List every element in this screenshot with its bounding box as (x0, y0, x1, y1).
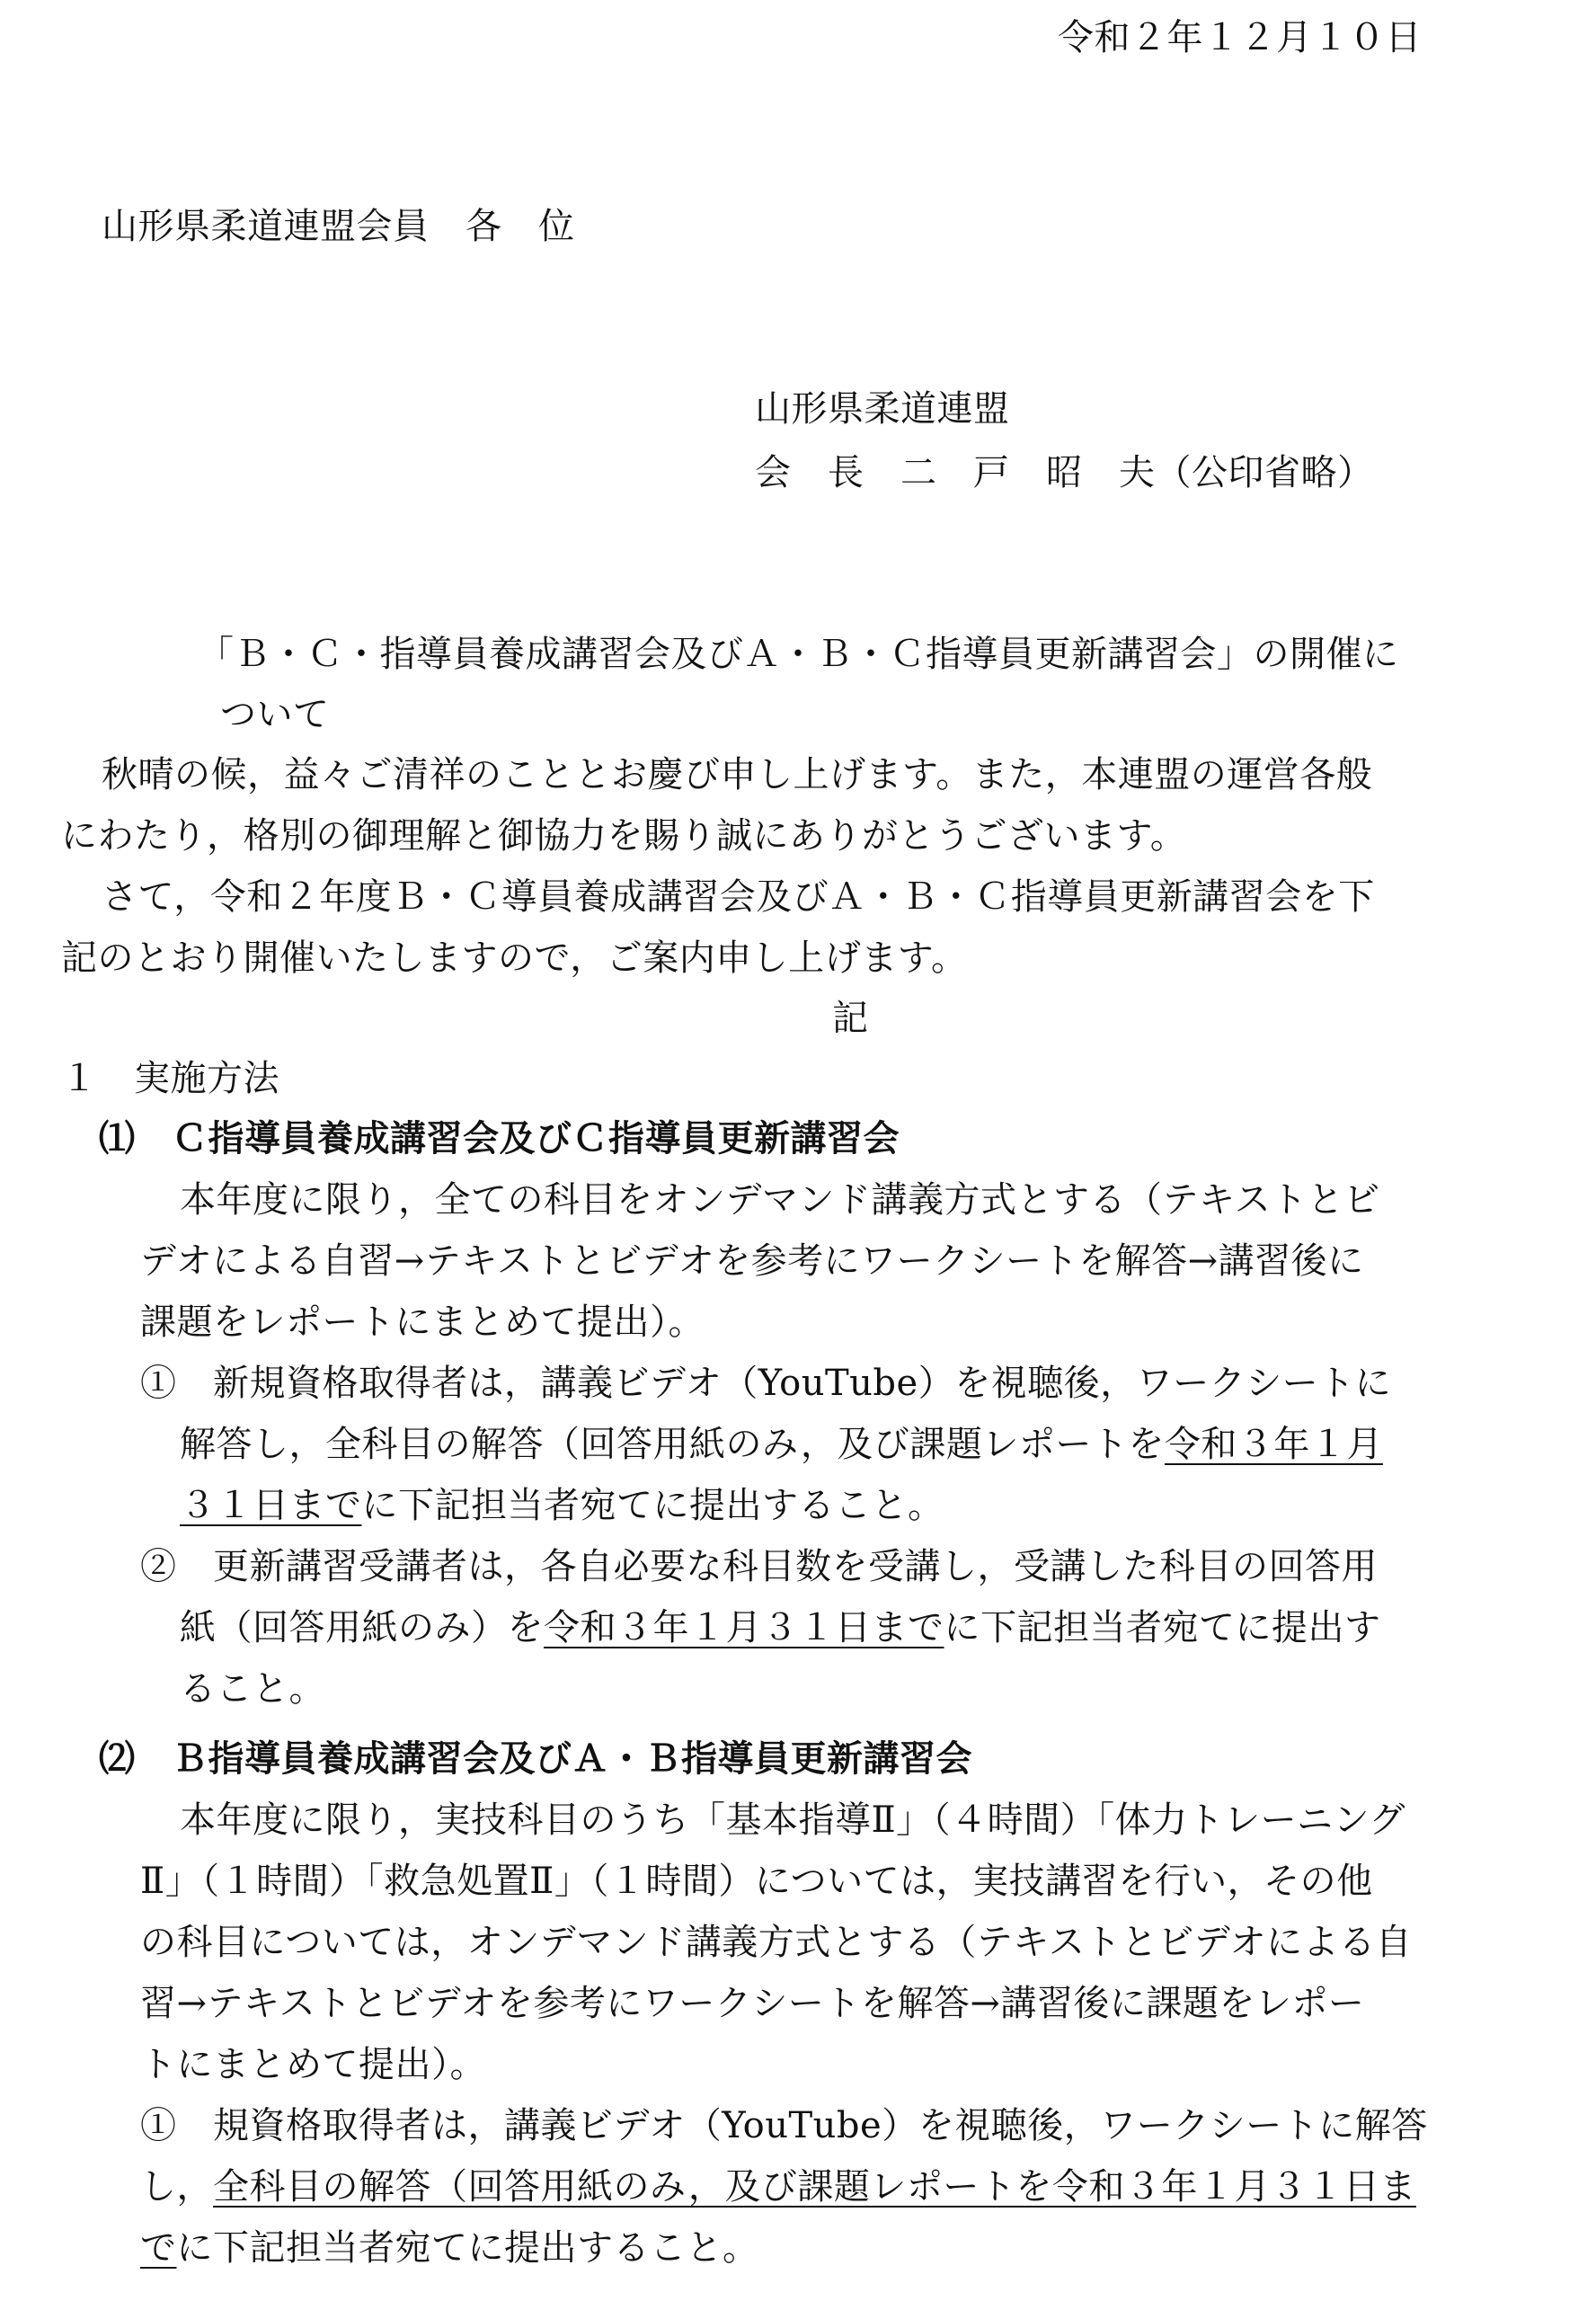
subsection-1-paragraph-line-2: デオによる自習→テキストとビデオを参考にワークシートを解答→講習後に (140, 1240, 1364, 1282)
deadline-underlined: 全科目の解答（回答用紙のみ，及び課題レポートを令和３年１月３１日ま (213, 2166, 1416, 2208)
subject-line-2: ついて (220, 694, 330, 735)
subsection-2-paragraph-line-3: の科目については，オンデマンド講義方式とする（テキストとビデオによる自 (140, 1922, 1413, 1963)
greeting-line-3: さて，令和２年度Ｂ・Ｃ導員養成講習会及びＡ・Ｂ・Ｃ指導員更新講習会を下 (102, 876, 1375, 918)
subsection-2-paragraph-line-1: 本年度に限り，実技科目のうち「基本指導Ⅱ」（４時間）「体力トレーニング (180, 1799, 1405, 1841)
subsection-2-heading: ⑵ Ｂ指導員養成講習会及びＡ・Ｂ指導員更新講習会 (99, 1737, 972, 1780)
subsection-1-item-1-line-1: ① 新規資格取得者は，講義ビデオ（YouTube）を視聴後，ワークシートに (140, 1363, 1392, 1404)
subject-line-1: 「Ｂ・Ｃ・指導員養成講習会及びＡ・Ｂ・Ｃ指導員更新講習会」の開催に (198, 634, 1399, 675)
subsection-1-paragraph-line-1: 本年度に限り，全ての科目をオンデマンド講義方式とする（テキストとビ (180, 1179, 1380, 1221)
greeting-line-4: 記のとおり開催いたしますので，ご案内申し上げます。 (61, 937, 968, 979)
subsection-1-item-2-line-3: ること。 (180, 1668, 325, 1710)
item-text: 解答し，全科目の解答（回答用紙のみ，及び課題レポートを (180, 1424, 1165, 1465)
subsection-1-paragraph-line-3: 課題をレポートにまとめて提出）。 (140, 1302, 705, 1343)
item-text: に下記担当者宛てに提出すること。 (176, 2227, 759, 2269)
deadline-underlined: で (140, 2227, 177, 2269)
item-text: 紙（回答用紙のみ）を (180, 1607, 544, 1648)
subsection-2-paragraph-line-5: トにまとめて提出）。 (140, 2044, 486, 2085)
greeting-line-2: にわたり，格別の御理解と御協力を賜り誠にありがとうございます。 (61, 815, 1187, 857)
subsection-2-paragraph-line-4: 習→テキストとビデオを参考にワークシートを解答→講習後に課題をレポー (140, 1983, 1365, 2024)
sender-name: 会 長 二 戸 昭 夫（公印省略） (755, 452, 1374, 493)
subsection-1-heading: ⑴ Ｃ指導員養成講習会及びＣ指導員更新講習会 (99, 1117, 900, 1159)
deadline-underlined: 令和３年１月３１日まで (544, 1607, 944, 1648)
item-text: に下記担当者宛てに提出す (944, 1607, 1381, 1648)
deadline-underlined: ３１日まで (180, 1485, 362, 1526)
subsection-1-item-2-line-2 (180, 1607, 1381, 1648)
subsection-2-item-1-line-3 (140, 2227, 759, 2269)
item-text: に下記担当者宛てに提出すること。 (361, 1485, 944, 1526)
subsection-2-paragraph-line-2: Ⅱ」（１時間）「救急処置Ⅱ」（１時間）については，実技講習を行い，その他 (140, 1861, 1373, 1902)
addressee: 山形県柔道連盟会員 各 位 (102, 206, 575, 247)
section-1-heading: １ 実施方法 (61, 1058, 279, 1099)
sender-organization: 山形県柔道連盟 (755, 388, 1010, 430)
ki-heading: 記 (832, 998, 869, 1039)
subsection-2-item-1-line-1: ① 規資格取得者は，講義ビデオ（YouTube）を視聴後，ワークシートに解答 (140, 2105, 1428, 2146)
deadline-underlined: 令和３年１月 (1164, 1424, 1383, 1465)
subsection-1-item-1-line-3 (180, 1485, 944, 1526)
item-text: し， (140, 2166, 213, 2208)
subsection-1-item-1-line-2 (180, 1424, 1383, 1465)
subsection-1-item-2-line-1: ② 更新講習受講者は，各自必要な科目数を受講し，受講した科目の回答用 (140, 1546, 1378, 1587)
document-date: 令和２年１２月１０日 (1058, 17, 1422, 58)
subsection-2-item-1-line-2 (140, 2166, 1416, 2208)
greeting-line-1: 秋晴の候，益々ご清祥のこととお慶び申し上げます。また，本連盟の運営各般 (102, 754, 1373, 795)
